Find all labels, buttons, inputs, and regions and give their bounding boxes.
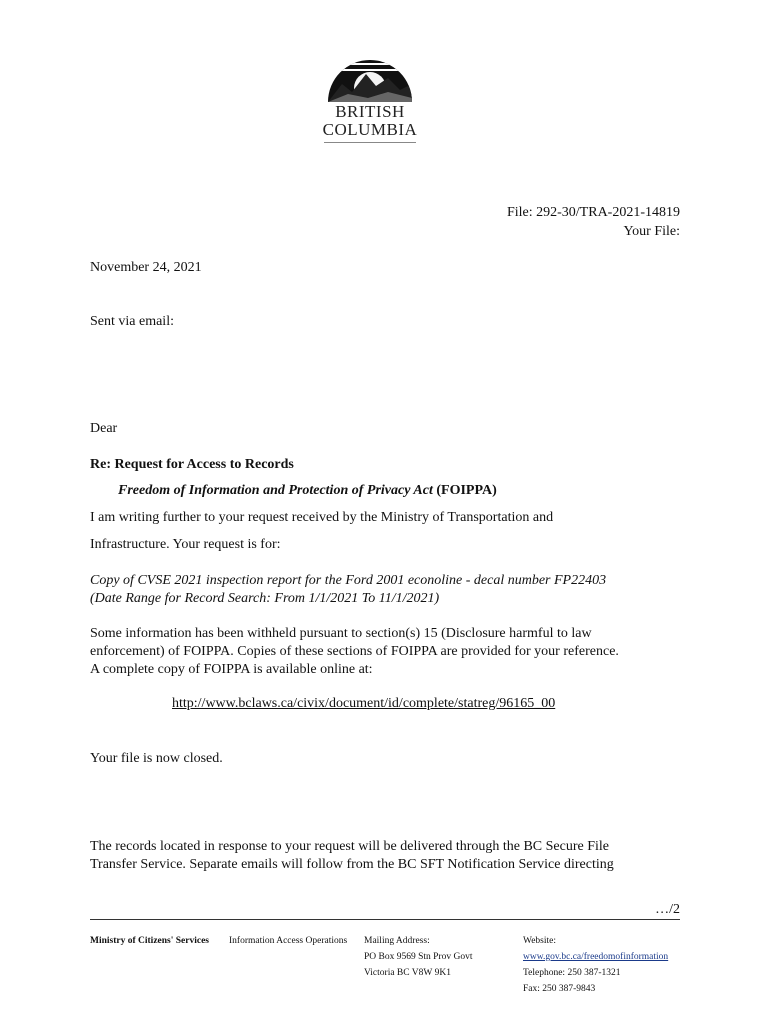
para3-line2: Transfer Service. Separate emails will follow from the BC SFT Notification Service directing [90,857,614,872]
act-abbrev: (FOIPPA) [432,483,497,498]
letter-date: November 24, 2021 [90,260,202,275]
logo-line-british: BRITISH [335,102,405,121]
para3-line1: The records located in response to your request will be delivered through the BC Secure File [90,839,610,854]
salutation: Dear [90,421,118,436]
your-file: Your File: [623,224,680,239]
file-closed: Your file is now closed. [90,751,223,766]
sent-via: Sent via email: [90,314,174,329]
file-number: File: 292-30/TRA-2021-14819 [506,205,680,220]
para2-line2: enforcement) of FOIPPA. Copies of these sections of FOIPPA are provided for your reference. [90,644,619,659]
request-line2: (Date Range for Record Search: From 1/1/2021 To 11/1/2021) [90,591,440,606]
footer-divider [90,919,680,920]
footer-website-label: Website: [523,936,557,946]
footer-telephone: Telephone: 250 387-1321 [523,968,621,978]
act-title: Freedom of Information and Protection of Privacy Act [118,483,433,498]
footer-website-link[interactable]: www.gov.bc.ca/freedomofinformation [523,952,669,962]
para1-line1: I am writing further to your request received by the Ministry of Transportation and [90,510,554,525]
re-line: Re: Request for Access to Records [90,457,294,472]
logo-line-columbia: COLUMBIA [322,120,418,139]
request-line1: Copy of CVSE 2021 inspection report for the Ford 2001 econoline - decal number FP22403 [90,573,607,588]
act-line [118,482,678,500]
para2-line3: A complete copy of FOIPPA is available online at: [90,662,373,677]
footer-mailing-label: Mailing Address: [364,936,430,946]
foippa-link[interactable]: http://www.bclaws.ca/civix/document/id/complete/statreg/96165_00 [172,696,556,711]
para2-line1: Some information has been withheld pursuant to section(s) 15 (Disclosure harmful to law [90,626,592,641]
footer-mailing-line2: Victoria BC V8W 9K1 [364,968,451,978]
footer-ministry: Ministry of Citizens' Services [90,936,209,946]
page-continuation: …/2 [655,902,680,917]
bc-logo [318,44,422,148]
logo-underline [324,142,416,143]
bc-emblem-icon [318,44,422,104]
footer-mailing-line1: PO Box 9569 Stn Prov Govt [364,952,473,962]
footer-branch: Information Access Operations [229,936,348,946]
para1-line2: Infrastructure. Your request is for: [90,537,281,552]
footer-fax: Fax: 250 387-9843 [523,984,596,994]
